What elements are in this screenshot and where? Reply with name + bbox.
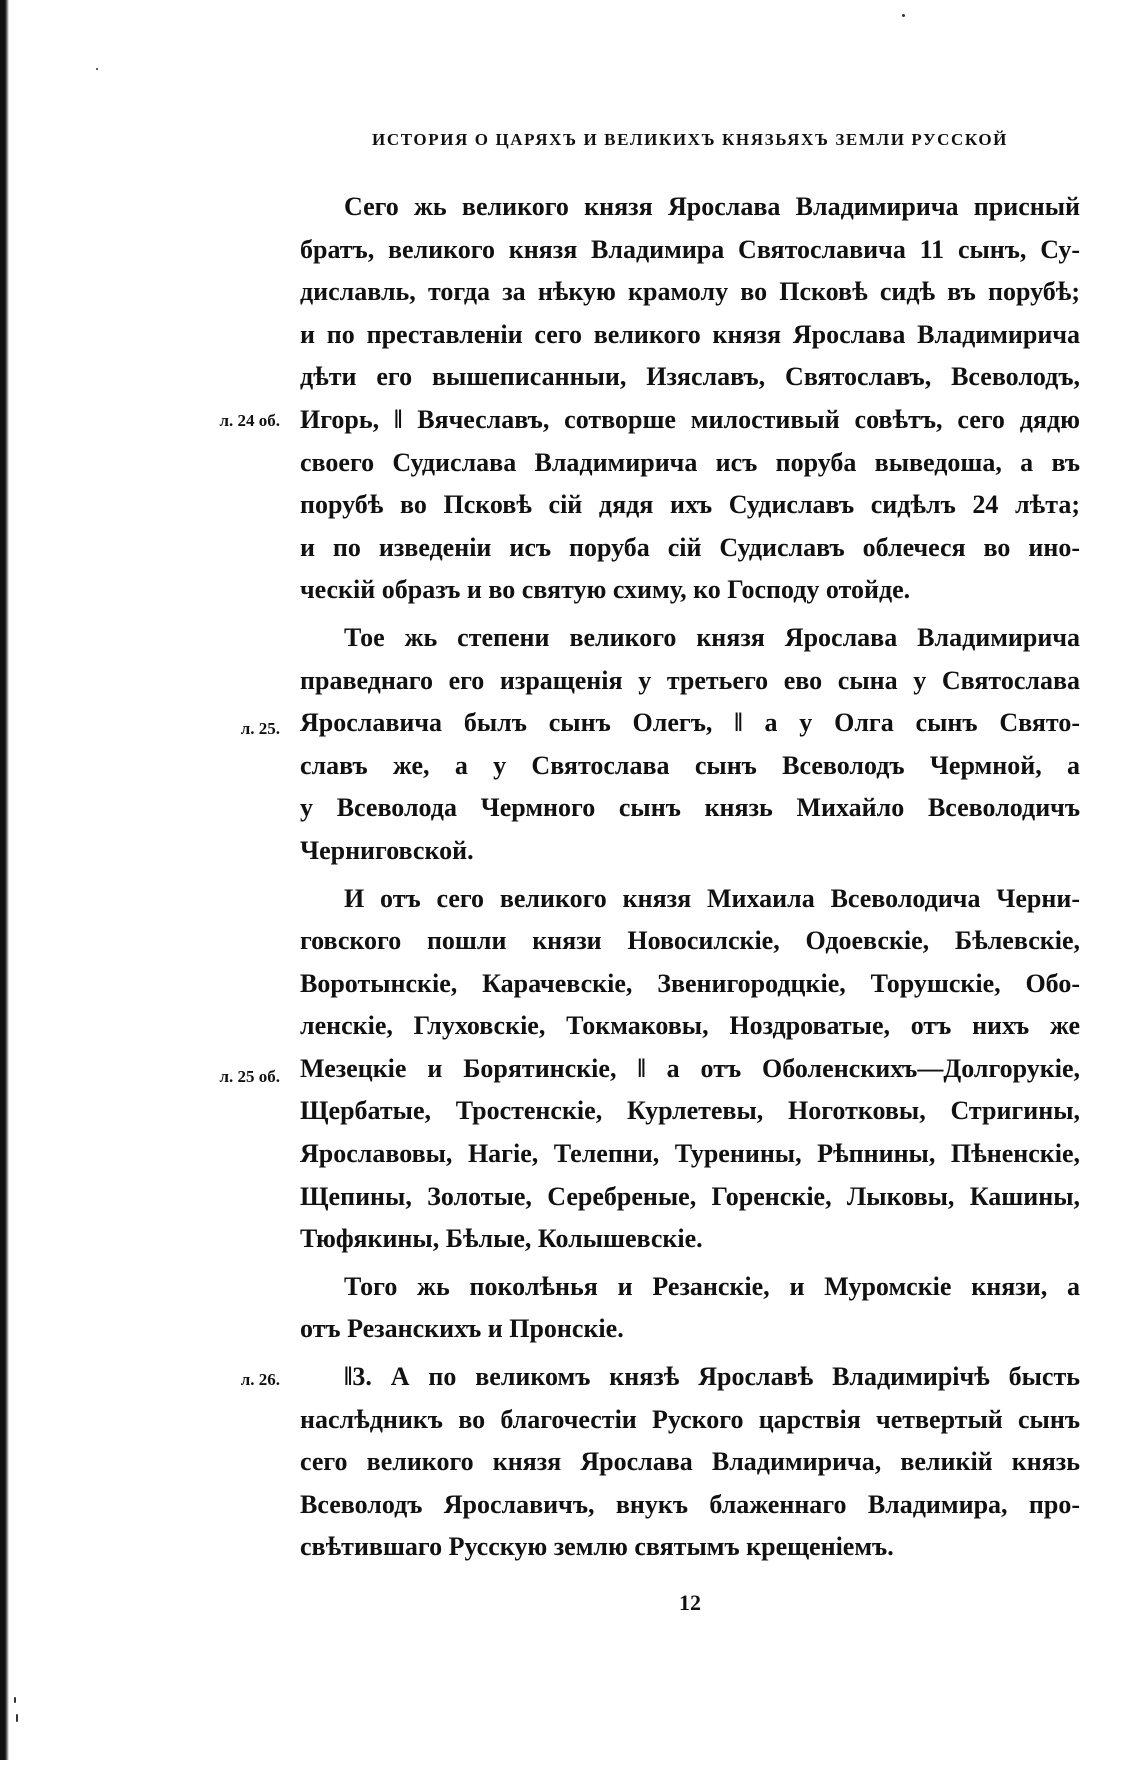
text-line: отъ Резанскихъ и Пронскіе. [300,1314,624,1344]
margin-note-folio: л. 26. [240,1370,280,1389]
text-line: Ярославовы, Нагіе, Телепни, Туренины, Рѣпнины, Пѣненскіе, [300,1139,1080,1169]
text-line: у Всеволода Чермного сынъ князь Михайло Всеволодичъ [300,793,1080,823]
page-number: 12 [679,1590,701,1615]
text-line: Щербатые, Тростенскіе, Курлетевы, Ноготковы, Стригины, [300,1096,1080,1126]
running-header: ИСТОРИЯ О ЦАРЯХЪ И ВЕЛИКИХЪ КНЯЗЬЯХЪ ЗЕМЛИ РУССКОЙ [372,130,1008,149]
text-line: славъ же, а у Святослава сынъ Всеволодъ Чермной, а [300,750,1080,780]
scan-speck [902,14,905,17]
text-line: порубѣ во Псковѣ сій дядя ихъ Судиславъ сидѣлъ 24 лѣта; [300,490,1080,520]
text-line: Тюфякины, Бѣлые, Колышевскіе. [300,1224,703,1254]
body-text [300,186,1080,1569]
text-line: Черниговской. [300,835,474,865]
text-line: ленскіе, Глуховскіе, Токмаковы, Ноздроватые, отъ нихъ же [300,1011,1080,1041]
text-line: праведнаго его изращенія у третьего ево сына у Святослава [300,665,1080,695]
text-line: и по преставленіи сего великого князя Ярослава Владимирича [300,319,1080,349]
text-line: наслѣдникъ во благочестіи Руского царствія четвертый сынъ [300,1404,1080,1434]
text-line: Тое жь степени великого князя Ярослава Владимирича [344,622,1080,652]
text-line: братъ, великого князя Владимира Святославича 11 сынъ, Су- [300,234,1080,264]
text-line: Сего жь великого князя Ярослава Владимирича присный [344,192,1080,221]
text-line: говского пошли князи Новосилскіе, Одоевскіе, Бѣлевскіе, [300,926,1080,956]
scan-speck [16,1714,18,1722]
text-line: дѣти его вышеписанныи, Изяславъ, Святославъ, Всеволодъ, [300,362,1080,392]
text-line: Щепины, Золотые, Серебреные, Горенскіе, Лыковы, Кашины, [300,1181,1080,1211]
margin-note-folio: л. 25 об. [219,1067,280,1086]
text-line: И отъ сего великого князя Михаила Всеволодича Черни- [344,883,1080,913]
scan-left-edge [0,0,9,1760]
text-line: Воротынскіе, Карачевскіе, Звенигородцкіе, Торушскіе, Обо- [300,968,1080,998]
scan-speck [14,1697,16,1703]
text-line: ческій образъ и во святую схиму, ко Господу отойде. [300,575,911,605]
margin-note-folio: л. 24 об. [219,411,280,430]
text-line: Всеволодъ Ярославичъ, внукъ блаженнаго Владимира, про- [300,1489,1080,1519]
text-line: сего великого князя Ярослава Владимирича, великій князь [300,1447,1080,1477]
text-line: своего Судислава Владимирича исъ поруба выведоша, а въ [300,447,1080,477]
text-line: диславль, тогда за нѣкую крамолу во Псковѣ сидѣ въ порубѣ; [300,277,1080,307]
text-line: и по изведеніи исъ поруба сій Судиславъ облечеся во ино- [300,532,1080,562]
text-line: Мезецкіе и Борятинскіе, ‖ а отъ Оболенскихъ—Долгорукіе, [300,1053,1080,1083]
text-line: Игорь, ‖ Вячеславъ, сотворше милостивый совѣтъ, сего дядю [300,404,1080,434]
text-line: Того жь поколѣнья и Резанскіе, и Муромскіе князи, а [344,1271,1080,1301]
scan-speck [96,68,98,70]
text-line: ‖3. А по великомъ князѣ Ярославѣ Владимирічѣ бысть [344,1362,1080,1392]
text-line: Ярославича былъ сынъ Олегъ, ‖ а у Олга сынъ Свято- [300,708,1080,738]
margin-note-folio: л. 25. [240,719,280,738]
text-line: свѣтившаго Русскую землю святымъ крещеніемъ. [300,1532,894,1562]
